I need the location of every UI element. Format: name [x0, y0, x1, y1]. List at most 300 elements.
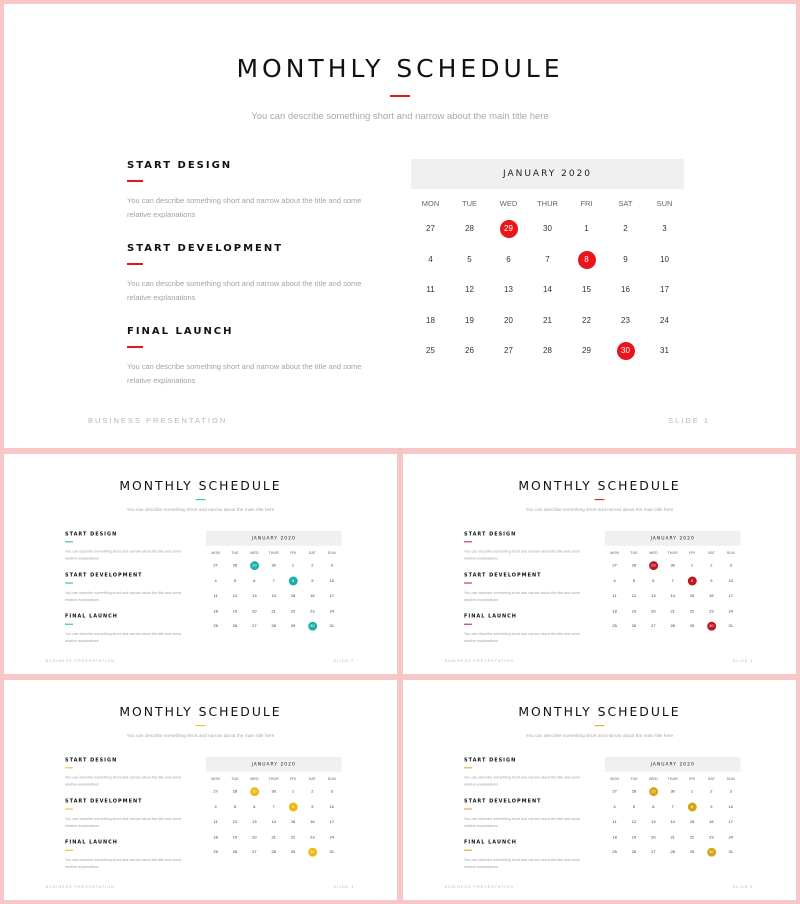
calendar-weekdays — [411, 199, 684, 208]
calendar-date — [605, 622, 624, 631]
weekday-label: MON — [610, 550, 619, 556]
date-number: 23 — [310, 834, 315, 840]
calendar-date — [411, 342, 450, 360]
date-number: 1 — [291, 563, 295, 568]
date-number: 4 — [214, 578, 217, 583]
date-number: 29 — [290, 623, 296, 629]
slide-content — [4, 680, 397, 900]
date-number: 6 — [253, 578, 256, 583]
weekday-label: SUN — [726, 550, 735, 556]
calendar-date-highlighted — [682, 802, 701, 811]
calendar-month: JANUARY 2020 — [605, 757, 740, 772]
calendar-weekdays — [605, 777, 740, 781]
date-number: 7 — [272, 578, 275, 583]
date-number: 27 — [252, 849, 257, 855]
item-description: You can describe something short and narrow about the title and some relative explanations — [464, 590, 581, 602]
calendar-grid — [206, 558, 341, 634]
date-number: 30 — [543, 224, 552, 234]
date-number: 30 — [308, 622, 317, 631]
date-number: 5 — [233, 578, 237, 583]
slide-title: MONTHLY SCHEDULE — [236, 54, 564, 83]
date-number: 12 — [631, 819, 637, 825]
calendar-date — [206, 561, 225, 570]
item-title: FINAL LAUNCH — [464, 839, 517, 846]
footer-label: BUSINESS PRESENTATION — [444, 658, 514, 663]
calendar-date — [682, 848, 701, 857]
weekday-label: SAT — [707, 776, 715, 782]
calendar-date — [567, 342, 606, 360]
item-underline — [464, 541, 472, 542]
date-number: 19 — [232, 608, 238, 614]
calendar-date — [303, 818, 322, 827]
date-number: 11 — [213, 593, 218, 599]
calendar-date — [245, 802, 264, 811]
date-number: 14 — [271, 819, 276, 825]
calendar-date — [682, 818, 701, 827]
calendar-date — [489, 312, 528, 330]
date-number: 19 — [465, 315, 474, 325]
calendar-date — [567, 312, 606, 330]
date-number: 30 — [707, 622, 716, 631]
calendar-date — [245, 592, 264, 601]
calendar-date — [605, 607, 624, 616]
calendar-date — [624, 592, 643, 601]
calendar-date — [721, 622, 740, 631]
date-number: 9 — [710, 578, 713, 583]
calendar-date — [682, 561, 701, 570]
schedule-item — [127, 243, 367, 305]
calendar-date — [245, 622, 264, 631]
calendar-date — [225, 622, 244, 631]
calendar-date — [264, 848, 283, 857]
slide-subtitle: You can describe something short and narrow about the main title here — [251, 111, 549, 122]
date-number: 27 — [426, 224, 435, 234]
date-number: 31 — [329, 849, 334, 855]
slide-title: MONTHLY SCHEDULE — [518, 478, 681, 494]
date-number: 31 — [329, 623, 334, 629]
calendar-date — [663, 848, 682, 857]
schedule-item — [65, 531, 184, 562]
item-underline — [65, 850, 73, 851]
calendar-date — [645, 220, 684, 238]
calendar-date — [206, 787, 225, 796]
date-number: 15 — [582, 285, 591, 295]
slide-number: SLIDE 2 — [333, 658, 355, 663]
date-number: 14 — [670, 819, 675, 825]
calendar-date — [411, 281, 450, 299]
calendar-date — [702, 787, 721, 796]
date-number: 28 — [670, 623, 675, 629]
calendar-date — [206, 607, 225, 616]
slide-main — [4, 4, 796, 448]
calendar-date — [605, 787, 624, 796]
calendar-date — [225, 576, 244, 585]
calendar-date — [322, 802, 341, 811]
weekday-label: THUR — [667, 550, 678, 556]
date-number: 11 — [426, 285, 435, 295]
date-number: 8 — [578, 251, 596, 269]
slide-content — [4, 4, 796, 448]
date-number: 30 — [308, 848, 317, 857]
slide-subtitle: You can describe something short and narrow about the main title here — [525, 733, 674, 739]
calendar-date — [605, 818, 624, 827]
date-number: 20 — [651, 608, 656, 614]
date-number: 30 — [670, 789, 675, 794]
date-number: 25 — [612, 849, 617, 855]
calendar-date — [682, 787, 701, 796]
slide-number: SLIDE 5 — [732, 884, 754, 889]
date-number: 27 — [504, 346, 513, 356]
calendar-month: JANUARY 2020 — [206, 531, 341, 546]
calendar-date — [644, 576, 663, 585]
calendar-week — [206, 619, 341, 634]
calendar-date — [606, 281, 645, 299]
calendar-date — [702, 561, 721, 570]
calendar-date — [322, 607, 341, 616]
schedule-item — [464, 757, 583, 788]
calendar-date — [264, 802, 283, 811]
date-number: 17 — [728, 593, 733, 599]
weekday-label: FRI — [689, 550, 696, 556]
date-number: 16 — [709, 593, 714, 599]
item-description: You can describe something short and narrow about the title and some relative explanations — [65, 775, 182, 787]
schedule-item — [65, 614, 184, 645]
weekday-label: WED — [499, 199, 518, 208]
slide-title: MONTHLY SCHEDULE — [119, 478, 282, 494]
date-number: 1 — [584, 224, 589, 234]
calendar — [206, 531, 341, 634]
slide-number: SLIDE 1 — [668, 416, 710, 425]
weekday-label: SAT — [308, 550, 316, 556]
item-title: FINAL LAUNCH — [464, 613, 517, 620]
calendar-date — [663, 787, 682, 796]
calendar-grid — [605, 558, 740, 634]
item-underline — [65, 767, 73, 768]
calendar-date-highlighted — [303, 622, 322, 631]
date-number: 22 — [689, 608, 695, 614]
calendar-date — [322, 561, 341, 570]
item-description: You can describe something short and narrow about the title and some relative explanations — [65, 631, 182, 644]
date-number: 25 — [426, 346, 435, 356]
calendar-date-highlighted — [283, 802, 302, 811]
calendar-week — [206, 845, 341, 860]
item-description: You can describe something short and narrow about the title and some relative explanations — [464, 549, 581, 561]
date-number: 31 — [728, 849, 733, 855]
calendar-date — [721, 802, 740, 811]
calendar-date — [663, 592, 682, 601]
title-underline — [595, 499, 605, 500]
calendar-date — [644, 848, 663, 857]
date-number: 8 — [289, 576, 298, 585]
calendar-date — [702, 607, 721, 616]
calendar-date — [303, 592, 322, 601]
weekday-label: WED — [249, 550, 259, 556]
slide-thumbnail[interactable] — [4, 454, 397, 674]
item-title: START DESIGN — [464, 531, 517, 537]
calendar-date — [206, 802, 225, 811]
item-title: FINAL LAUNCH — [65, 839, 118, 846]
calendar-month: JANUARY 2020 — [605, 531, 740, 546]
calendar-date — [528, 220, 567, 238]
date-number: 10 — [329, 804, 334, 809]
calendar-week — [411, 214, 684, 245]
weekday-label: WED — [648, 776, 658, 782]
calendar-date — [283, 592, 302, 601]
date-number: 10 — [329, 578, 334, 583]
item-title: START DEVELOPMENT — [464, 572, 542, 579]
date-number: 21 — [543, 315, 552, 325]
date-number: 15 — [689, 819, 695, 825]
item-title: START DEVELOPMENT — [65, 798, 143, 805]
calendar-week — [411, 306, 684, 337]
date-number: 29 — [290, 849, 296, 855]
calendar-week — [411, 245, 684, 276]
date-number: 15 — [290, 819, 296, 825]
calendar-date — [206, 818, 225, 827]
date-number: 10 — [660, 254, 669, 264]
calendar-date — [606, 312, 645, 330]
calendar-date-highlighted — [702, 622, 721, 631]
calendar-week — [411, 275, 684, 306]
date-number: 28 — [631, 789, 637, 794]
schedule-item — [127, 160, 367, 222]
item-title: START DESIGN — [65, 531, 118, 537]
title-underline — [390, 95, 410, 97]
calendar-date — [644, 802, 663, 811]
weekday-label: SAT — [308, 776, 316, 782]
calendar-date — [528, 312, 567, 330]
calendar-date — [206, 592, 225, 601]
calendar-week — [605, 830, 740, 845]
date-number: 18 — [612, 608, 617, 614]
date-number: 5 — [233, 804, 237, 809]
date-number: 4 — [214, 804, 217, 809]
calendar-date — [645, 281, 684, 299]
item-title: FINAL LAUNCH — [127, 326, 234, 337]
weekday-label: MON — [211, 550, 220, 556]
date-number: 12 — [465, 285, 474, 295]
calendar-date — [303, 787, 322, 796]
date-number: 17 — [728, 819, 733, 825]
calendar-date — [411, 312, 450, 330]
calendar-date — [322, 622, 341, 631]
item-description: You can describe something short and narrow about the title and some relative explanations — [464, 631, 581, 644]
date-number: 9 — [710, 804, 713, 809]
calendar-date — [489, 281, 528, 299]
calendar-date-highlighted — [644, 787, 663, 796]
calendar-date — [644, 833, 663, 842]
calendar-date — [645, 342, 684, 360]
item-underline — [127, 263, 143, 265]
slide-thumbnail[interactable] — [403, 680, 796, 900]
calendar-week — [605, 573, 740, 588]
calendar-date — [322, 787, 341, 796]
date-number: 30 — [271, 789, 276, 794]
calendar-date — [206, 848, 225, 857]
calendar-date — [624, 848, 643, 857]
date-number: 3 — [729, 789, 732, 794]
calendar-date — [245, 818, 264, 827]
calendar-date — [645, 312, 684, 330]
calendar-date — [322, 848, 341, 857]
date-number: 7 — [272, 804, 275, 809]
calendar-date — [702, 592, 721, 601]
date-number: 5 — [632, 578, 636, 583]
calendar-week — [605, 588, 740, 603]
date-number: 6 — [506, 254, 511, 264]
calendar-date — [450, 220, 489, 238]
calendar-weekdays — [605, 551, 740, 555]
item-description: You can describe something short and narrow about the title and some relative explanations — [464, 857, 581, 870]
date-number: 20 — [651, 834, 656, 840]
date-number: 24 — [660, 315, 669, 325]
date-number: 26 — [631, 623, 637, 629]
item-title: START DEVELOPMENT — [464, 798, 542, 805]
calendar-week — [206, 558, 341, 573]
weekday-label: FRI — [290, 550, 297, 556]
calendar-date — [721, 818, 740, 827]
calendar-date-highlighted — [644, 561, 663, 570]
calendar-date — [264, 561, 283, 570]
calendar-date — [682, 607, 701, 616]
date-number: 3 — [729, 563, 732, 568]
calendar-date-highlighted — [283, 576, 302, 585]
footer-label: BUSINESS PRESENTATION — [45, 884, 115, 889]
calendar-date — [206, 833, 225, 842]
calendar-date — [450, 342, 489, 360]
calendar-date — [605, 802, 624, 811]
calendar-grid — [206, 784, 341, 860]
schedule-item — [65, 799, 184, 830]
weekday-label: SAT — [707, 550, 715, 556]
calendar-month: JANUARY 2020 — [206, 757, 341, 772]
calendar-date — [283, 848, 302, 857]
calendar-date — [624, 561, 643, 570]
calendar-date — [225, 561, 244, 570]
date-number: 5 — [632, 804, 636, 809]
calendar-date — [489, 342, 528, 360]
date-number: 29 — [649, 787, 658, 796]
calendar-date — [721, 607, 740, 616]
date-number: 26 — [232, 849, 238, 855]
date-number: 18 — [426, 315, 435, 325]
item-title: START DESIGN — [464, 757, 517, 763]
date-number: 8 — [688, 576, 697, 585]
date-number: 24 — [329, 834, 334, 840]
date-number: 5 — [467, 254, 472, 264]
calendar-date — [264, 592, 283, 601]
slide-thumbnail[interactable] — [4, 680, 397, 900]
date-number: 19 — [631, 834, 637, 840]
slide-thumbnail[interactable] — [403, 454, 796, 674]
slide-subtitle: You can describe something short and narrow about the main title here — [126, 733, 275, 739]
schedule-item — [127, 326, 367, 388]
date-number: 14 — [670, 593, 675, 599]
date-number: 9 — [311, 578, 314, 583]
date-number: 29 — [500, 220, 518, 238]
date-number: 27 — [651, 623, 656, 629]
date-number: 26 — [465, 346, 474, 356]
date-number: 20 — [252, 834, 257, 840]
date-number: 11 — [213, 819, 218, 825]
calendar-date — [283, 833, 302, 842]
date-number: 10 — [728, 578, 733, 583]
calendar — [411, 159, 684, 367]
item-title: START DEVELOPMENT — [127, 243, 284, 254]
footer-label: BUSINESS PRESENTATION — [88, 416, 228, 425]
title-underline — [595, 725, 605, 726]
date-number: 29 — [250, 787, 259, 796]
calendar-date — [264, 818, 283, 827]
calendar-date — [225, 848, 244, 857]
calendar-date-highlighted — [245, 787, 264, 796]
calendar-date — [721, 833, 740, 842]
calendar-week — [605, 619, 740, 634]
calendar-date — [264, 622, 283, 631]
date-number: 24 — [329, 608, 334, 614]
calendar-date — [264, 787, 283, 796]
calendar-date — [644, 592, 663, 601]
date-number: 23 — [709, 834, 714, 840]
calendar-date — [721, 592, 740, 601]
calendar-date — [322, 833, 341, 842]
calendar-date — [682, 622, 701, 631]
date-number: 3 — [330, 789, 333, 794]
date-number: 26 — [631, 849, 637, 855]
calendar-date — [245, 607, 264, 616]
calendar-date — [322, 576, 341, 585]
date-number: 7 — [671, 578, 674, 583]
item-title: START DESIGN — [65, 757, 118, 763]
title-underline — [196, 499, 206, 500]
date-number: 27 — [651, 849, 656, 855]
calendar-date — [225, 787, 244, 796]
calendar-weekdays — [206, 777, 341, 781]
schedule-item — [464, 614, 583, 645]
weekday-label: SUN — [327, 550, 336, 556]
date-number: 22 — [582, 315, 591, 325]
date-number: 27 — [213, 789, 218, 794]
date-number: 3 — [330, 563, 333, 568]
calendar-date — [303, 802, 322, 811]
calendar-date — [303, 561, 322, 570]
calendar-date — [663, 802, 682, 811]
date-number: 19 — [232, 834, 238, 840]
item-underline — [464, 809, 472, 810]
calendar-week — [206, 814, 341, 829]
date-number: 13 — [252, 593, 257, 599]
item-description: You can describe something short and narrow about the title and some relative explanations — [65, 857, 182, 870]
date-number: 29 — [582, 346, 591, 356]
schedule-item — [464, 840, 583, 871]
calendar-date — [702, 802, 721, 811]
calendar-week — [605, 799, 740, 814]
date-number: 25 — [213, 623, 218, 629]
calendar-date — [624, 622, 643, 631]
calendar-date — [663, 818, 682, 827]
item-description: You can describe something short and narrow about the title and some relative explanations — [65, 549, 182, 561]
calendar-week — [605, 814, 740, 829]
date-number: 31 — [728, 623, 733, 629]
calendar-date — [644, 607, 663, 616]
date-number: 30 — [707, 848, 716, 857]
date-number: 7 — [545, 254, 550, 264]
schedule-item — [65, 573, 184, 604]
date-number: 28 — [670, 849, 675, 855]
weekday-label: TUE — [462, 199, 477, 208]
date-number: 2 — [710, 563, 713, 568]
date-number: 2 — [623, 224, 628, 234]
